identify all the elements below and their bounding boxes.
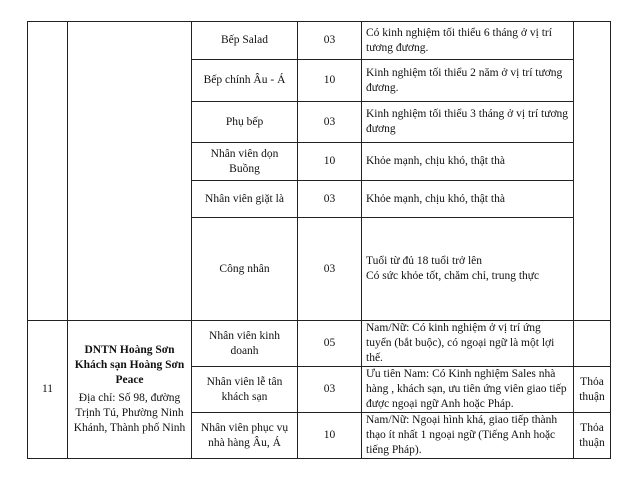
- quantity-cell: 05: [298, 321, 362, 367]
- position-cell: Công nhân: [192, 218, 298, 321]
- quantity-cell: 10: [298, 143, 362, 181]
- salary-cell: Thỏa thuận: [574, 413, 611, 459]
- table-row: [28, 22, 611, 60]
- quantity-cell: 03: [298, 367, 362, 413]
- company-address: Địa chỉ: Số 98, đường Trịnh Tú, Phường Ninh Khánh, Thành phố Ninh: [73, 392, 186, 434]
- requirement-cell: Có kinh nghiệm tối thiểu 6 tháng ở vị trí tương đương.: [362, 22, 574, 60]
- quantity-cell: 03: [298, 22, 362, 60]
- company-cell: [68, 321, 192, 459]
- requirement-cell: Tuổi từ đủ 18 tuổi trở lên Có sức khỏe tốt, chăm chỉ, trung thực: [362, 218, 574, 321]
- requirement-cell: Nam/Nữ: Có kinh nghiệm ở vị trí ứng tuyển (bắt buộc), có ngoại ngữ là một lợi thế.: [362, 321, 574, 367]
- company-cell: [68, 22, 192, 321]
- requirement-cell: Khỏe mạnh, chịu khó, thật thà: [362, 181, 574, 218]
- quantity-cell: 03: [298, 102, 362, 143]
- position-cell: Nhân viên dọn Buồng: [192, 143, 298, 181]
- requirement-cell: Khỏe mạnh, chịu khó, thật thà: [362, 143, 574, 181]
- position-cell: Nhân viên kinh doanh: [192, 321, 298, 367]
- requirement-cell: Ưu tiên Nam: Có Kinh nghiệm Sales nhà hàng , khách sạn, ưu tiên ứng viên giao tiếp được ngoại ngữ Anh hoặc Pháp.: [362, 367, 574, 413]
- company-name: DNTN Hoàng Sơn Khách sạn Hoàng Sơn Peace: [74, 344, 185, 386]
- position-cell: Nhân viên giặt là: [192, 181, 298, 218]
- salary-cell: [574, 22, 611, 321]
- quantity-cell: 03: [298, 218, 362, 321]
- quantity-cell: 03: [298, 181, 362, 218]
- position-cell: Bếp Salad: [192, 22, 298, 60]
- quantity-cell: 10: [298, 413, 362, 459]
- stt-cell: 11: [28, 321, 68, 459]
- salary-cell: [574, 321, 611, 367]
- table-row: [28, 321, 611, 367]
- position-cell: Bếp chính Âu - Á: [192, 60, 298, 102]
- requirement-cell: Kinh nghiệm tối thiểu 3 tháng ở vị trí tương đương: [362, 102, 574, 143]
- stt-cell: [28, 22, 68, 321]
- requirement-cell: Kinh nghiệm tối thiểu 2 năm ở vị trí tương đương.: [362, 60, 574, 102]
- recruitment-table: [27, 21, 611, 459]
- salary-cell: Thỏa thuận: [574, 367, 611, 413]
- position-cell: Nhân viên lễ tân khách sạn: [192, 367, 298, 413]
- quantity-cell: 10: [298, 60, 362, 102]
- position-cell: Nhân viên phục vụ nhà hàng Âu, Á: [192, 413, 298, 459]
- position-cell: Phụ bếp: [192, 102, 298, 143]
- requirement-cell: Nam/Nữ: Ngoại hình khá, giao tiếp thành thạo ít nhất 1 ngoại ngữ (Tiếng Anh hoặc tiếng Pháp).: [362, 413, 574, 459]
